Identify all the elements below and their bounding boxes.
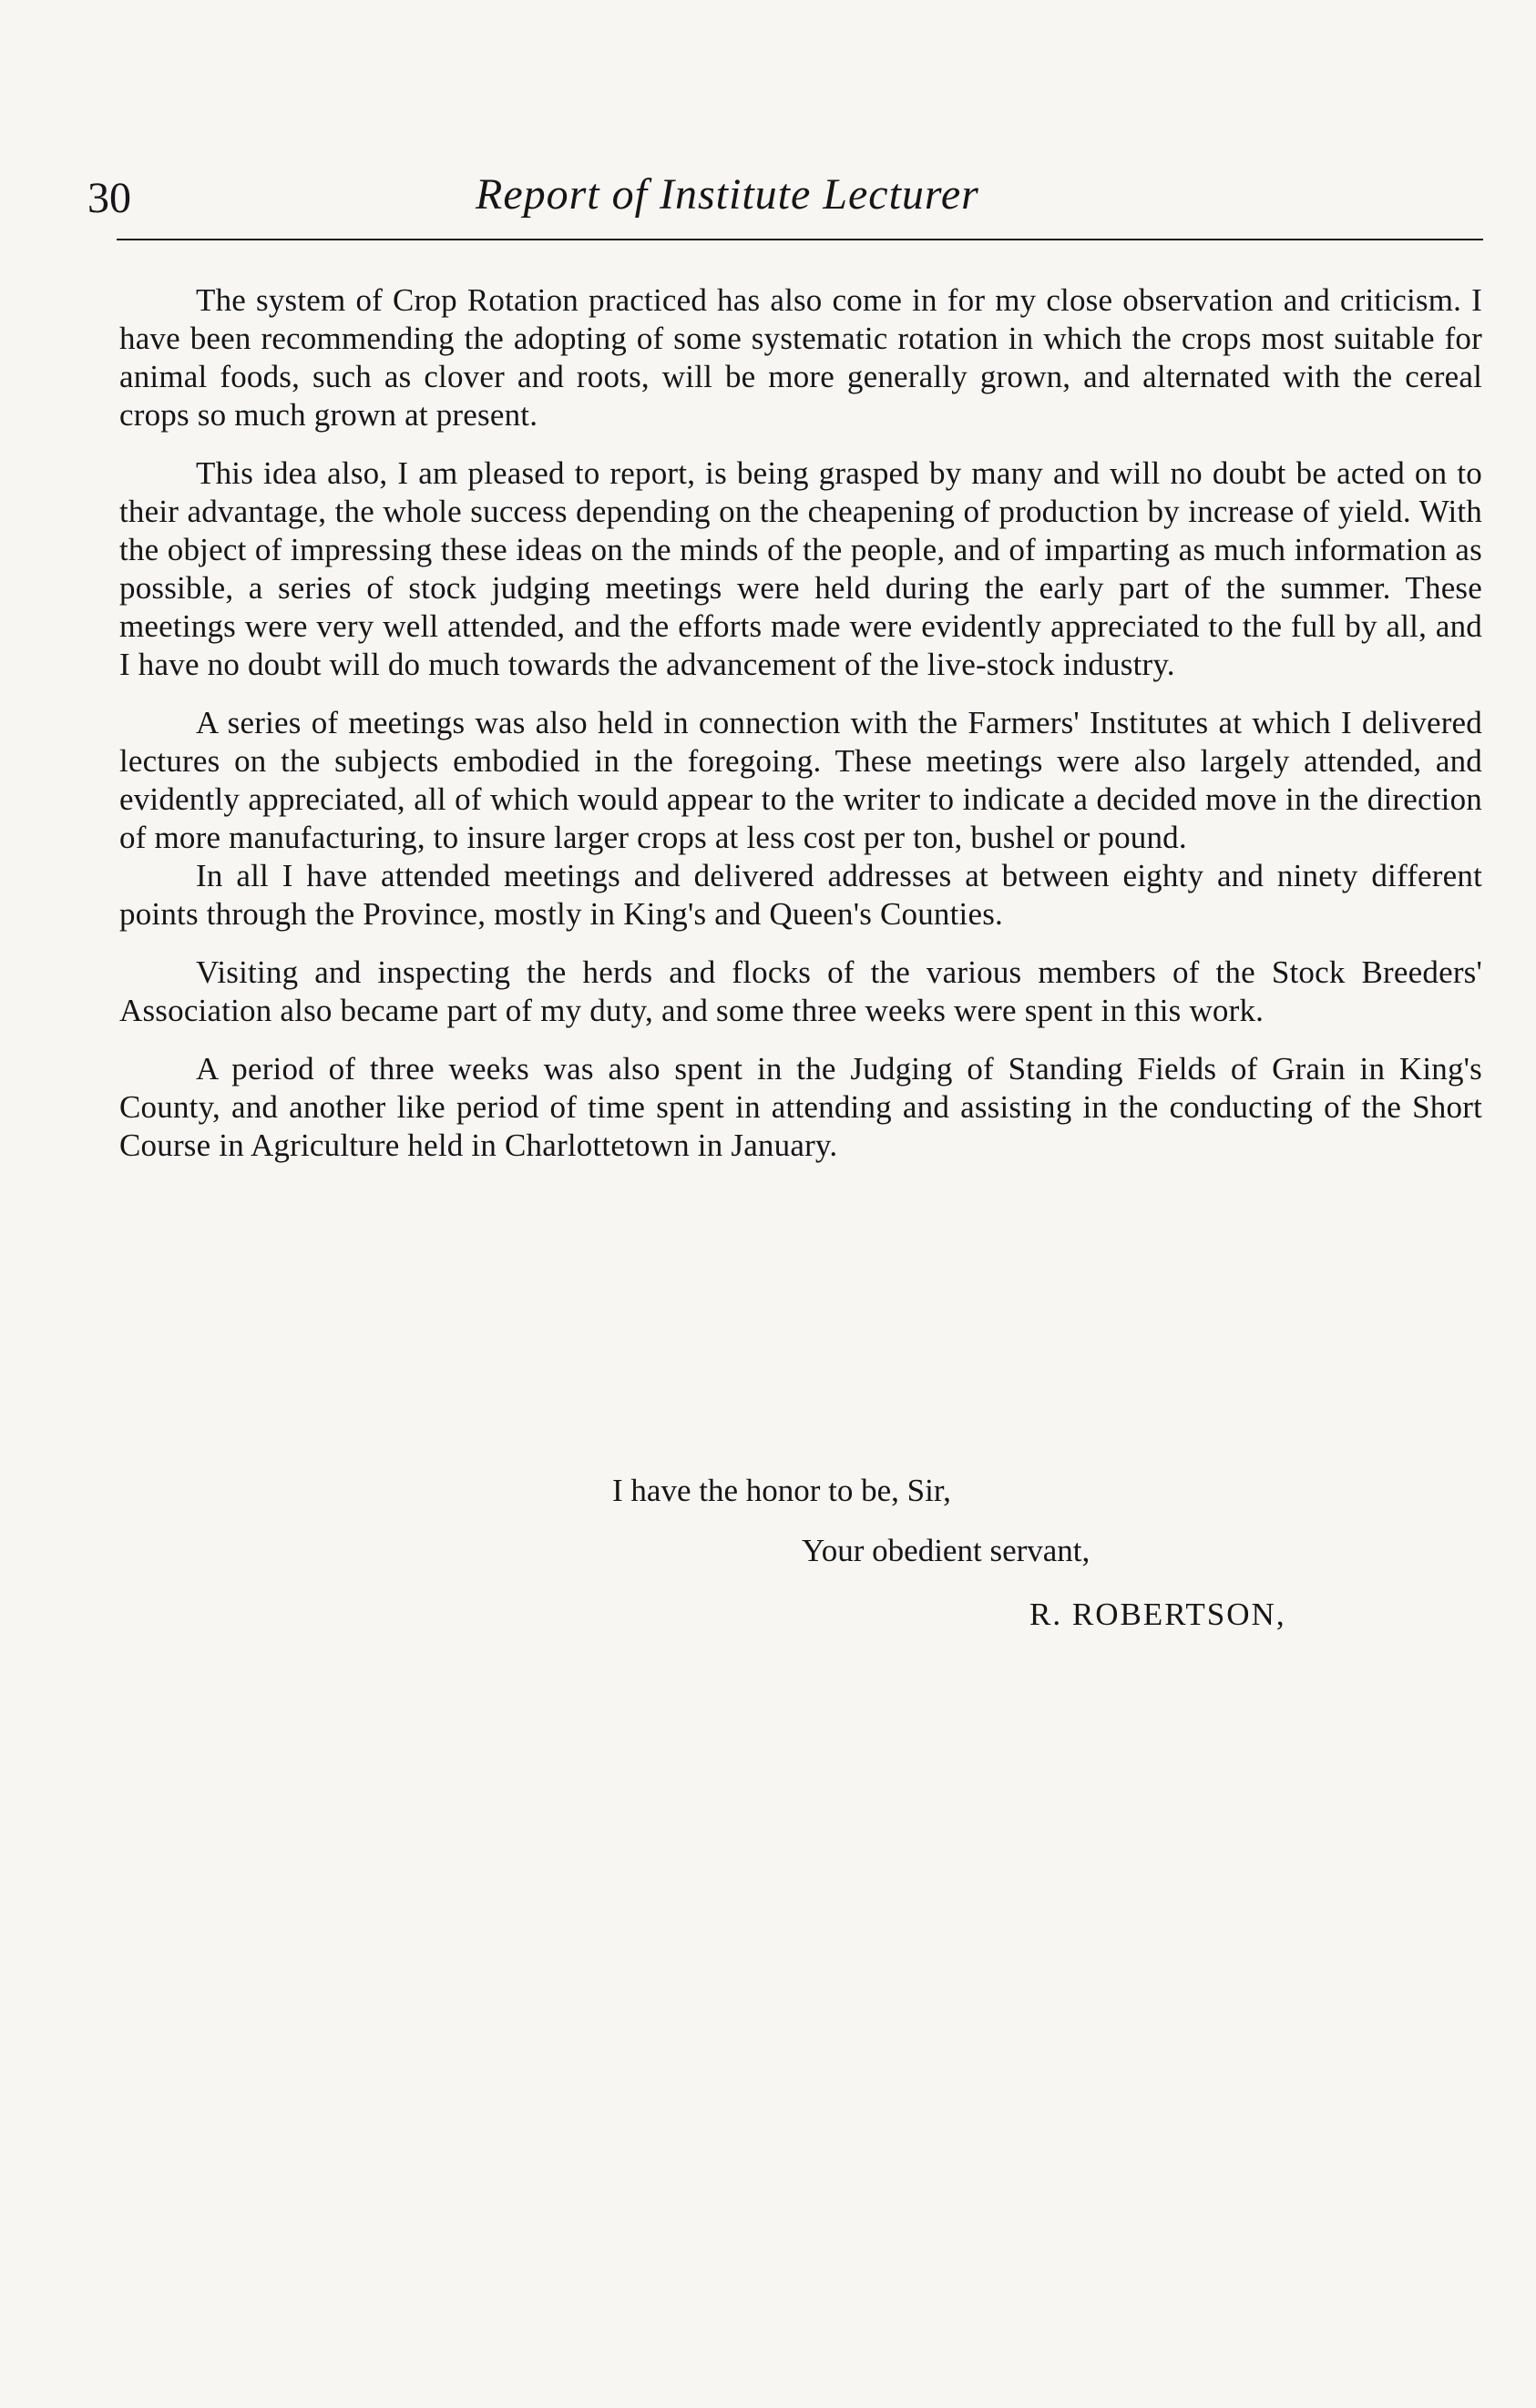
page-number: 30: [87, 174, 131, 222]
paragraph-herd-inspection: Visiting and inspecting the herds and flocks of the various members of the Stock Breeders' Association also became part of my duty, and some three weeks were spent in this work.: [119, 954, 1482, 1028]
paragraph-stock-judging: This idea also, I am pleased to report, is being grasped by many and will no doubt be acted on to their advantage, the whole success depending on the cheapening of production by increase of yield. With the object of impressing these ideas on the minds of the people, and of imparting as much information as possible, a series of stock judging meetings were held during the early part of the summer. These meetings were very well attended, and the efforts made were evidently appreciated to the full by all, and I have no doubt will do much towards the advancement of the live-stock industry.: [119, 455, 1482, 682]
paragraph-farmers-institutes: A series of meetings was also held in connection with the Farmers' Institutes at which I delivered lectures on the subjects embodied in the foregoing. These meetings were also largely attended, and evidently appreciated, all of which would appear to the writer to indicate a decided move in the direction of more manufacturing, to insure larger crops at less cost per ton, bushel or pound.: [119, 705, 1482, 855]
paragraph-judging-fields: A period of three weeks was also spent in the Judging of Standing Fields of Grain in King's County, and another like period of time spent in attending and assisting in the conducting of the Short Course in Agriculture held in Charlottetown in January.: [119, 1051, 1482, 1163]
closing-valediction: Your obedient servant,: [802, 1533, 1091, 1568]
report-body: [119, 281, 1482, 1165]
header-rule: [117, 239, 1483, 240]
running-title: Report of Institute Lecturer: [476, 170, 979, 219]
paragraph-meeting-count: In all I have attended meetings and delivered addresses at between eighty and ninety different points through the Province, mostly in King's and Queen's Counties.: [119, 858, 1482, 932]
closing-salutation: I have the honor to be, Sir,: [612, 1473, 951, 1508]
signature: R. ROBERTSON,: [1029, 1597, 1286, 1632]
paragraph-crop-rotation: The system of Crop Rotation practiced has also come in for my close observation and criticism. I have been recommending the adopting of some systematic rotation in which the crops most suitable for animal foods, such as clover and roots, will be more generally grown, and alternated with the cereal crops so much grown at present.: [119, 282, 1482, 433]
running-header: [87, 164, 1483, 239]
